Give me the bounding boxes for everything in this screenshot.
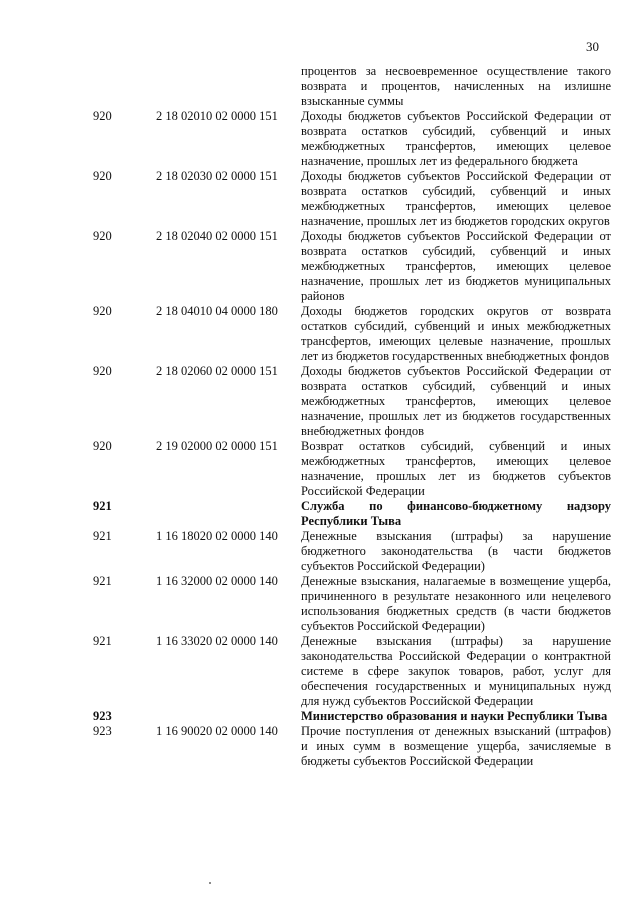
table-row <box>0 529 640 574</box>
table-row <box>0 364 640 439</box>
table-row <box>0 169 640 229</box>
table-row <box>0 304 640 364</box>
budget-classification-code: 2 18 02030 02 0000 151 <box>156 169 278 183</box>
admin-code: 920 <box>93 229 112 243</box>
admin-code: 920 <box>93 109 112 123</box>
revenue-description: Прочие поступления от денежных взысканий (штрафов) и иных сумм в возмещение ущерба, зачисляемые в бюджеты субъектов Российской Федерации <box>301 724 611 768</box>
table-row <box>0 724 640 769</box>
budget-classification-code: 2 18 04010 04 0000 180 <box>156 304 278 318</box>
table-row <box>0 574 640 634</box>
administrator-name: Министерство образования и науки Республики Тыва <box>301 709 608 723</box>
table-row <box>0 439 640 499</box>
revenue-description: Денежные взыскания (штрафы) за нарушение бюджетного законодательства (в части бюджетов субъектов Российской Федерации) <box>301 529 611 573</box>
table-row <box>0 109 640 169</box>
page-number: 30 <box>586 39 599 54</box>
administrator-heading-row <box>0 709 640 724</box>
revenue-description: Доходы бюджетов городских округов от возврата остатков субсидий, субвенций и иных межбюджетных трансфертов, имеющих целевые назначение, прошлых лет из бюджетов государственных внебюджетных фондов <box>301 304 611 363</box>
budget-classification-code: 1 16 33020 02 0000 140 <box>156 634 278 648</box>
admin-code: 920 <box>93 364 112 378</box>
revenue-description: Денежные взыскания, налагаемые в возмещение ущерба, причиненного в результате незаконного или нецелевого использования бюджетных средств (в части бюджетов субъектов Российской Федерации) <box>301 574 611 633</box>
admin-code: 920 <box>93 304 112 318</box>
revenue-description: Доходы бюджетов субъектов Российской Федерации от возврата остатков субсидий, субвенций и иных межбюджетных трансфертов, имеющих целевое назначение, прошлых лет из бюджетов городских округов <box>301 169 611 228</box>
budget-classification-code: 2 18 02040 02 0000 151 <box>156 229 278 243</box>
table-row <box>0 229 640 304</box>
admin-code: 923 <box>93 724 112 738</box>
revenue-description: Возврат остатков субсидий, субвенций и иных межбюджетных трансфертов, имеющих целевое назначение, прошлых лет из бюджетов субъектов Российской Федерации <box>301 439 611 498</box>
budget-classification-code: 2 18 02060 02 0000 151 <box>156 364 278 378</box>
budget-classification-code: 1 16 32000 02 0000 140 <box>156 574 278 588</box>
admin-code: 923 <box>93 709 112 723</box>
table-row <box>0 634 640 709</box>
administrator-name: Служба по финансово-бюджетному надзору Республики Тыва <box>301 499 611 528</box>
revenue-description: процентов за несвоевременное осуществление такого возврата и процентов, начисленных на излишне взысканные суммы <box>301 64 611 108</box>
admin-code: 921 <box>93 634 112 648</box>
table-row <box>0 64 640 109</box>
scan-speck <box>209 882 211 884</box>
budget-classification-code: 1 16 90020 02 0000 140 <box>156 724 278 738</box>
revenue-description: Доходы бюджетов субъектов Российской Федерации от возврата остатков субсидий, субвенций и иных межбюджетных трансфертов, имеющих целевое назначение, прошлых лет из бюджетов муниципальных районов <box>301 229 611 303</box>
admin-code: 920 <box>93 439 112 453</box>
admin-code: 921 <box>93 529 112 543</box>
budget-classification-code: 1 16 18020 02 0000 140 <box>156 529 278 543</box>
budget-classification-code: 2 18 02010 02 0000 151 <box>156 109 278 123</box>
budget-classification-code: 2 19 02000 02 0000 151 <box>156 439 278 453</box>
admin-code: 921 <box>93 574 112 588</box>
revenue-description: Денежные взыскания (штрафы) за нарушение законодательства Российской Федерации о контрактной системе в сфере закупок товаров, работ, услуг для обеспечения государственных и муниципальных нужд для нужд субъектов Российской Федерации <box>301 634 611 708</box>
admin-code: 921 <box>93 499 112 513</box>
revenue-description: Доходы бюджетов субъектов Российской Федерации от возврата остатков субсидий, субвенций и иных межбюджетных трансфертов, имеющих целевое назначение, прошлых лет из бюджетов государственных внебюджетных фондов <box>301 364 611 438</box>
revenue-description: Доходы бюджетов субъектов Российской Федерации от возврата остатков субсидий, субвенций и иных межбюджетных трансфертов, имеющих целевое назначение, прошлых лет из федерального бюджета <box>301 109 611 168</box>
administrator-heading-row <box>0 499 640 529</box>
admin-code: 920 <box>93 169 112 183</box>
revenue-codes-table <box>0 64 640 769</box>
